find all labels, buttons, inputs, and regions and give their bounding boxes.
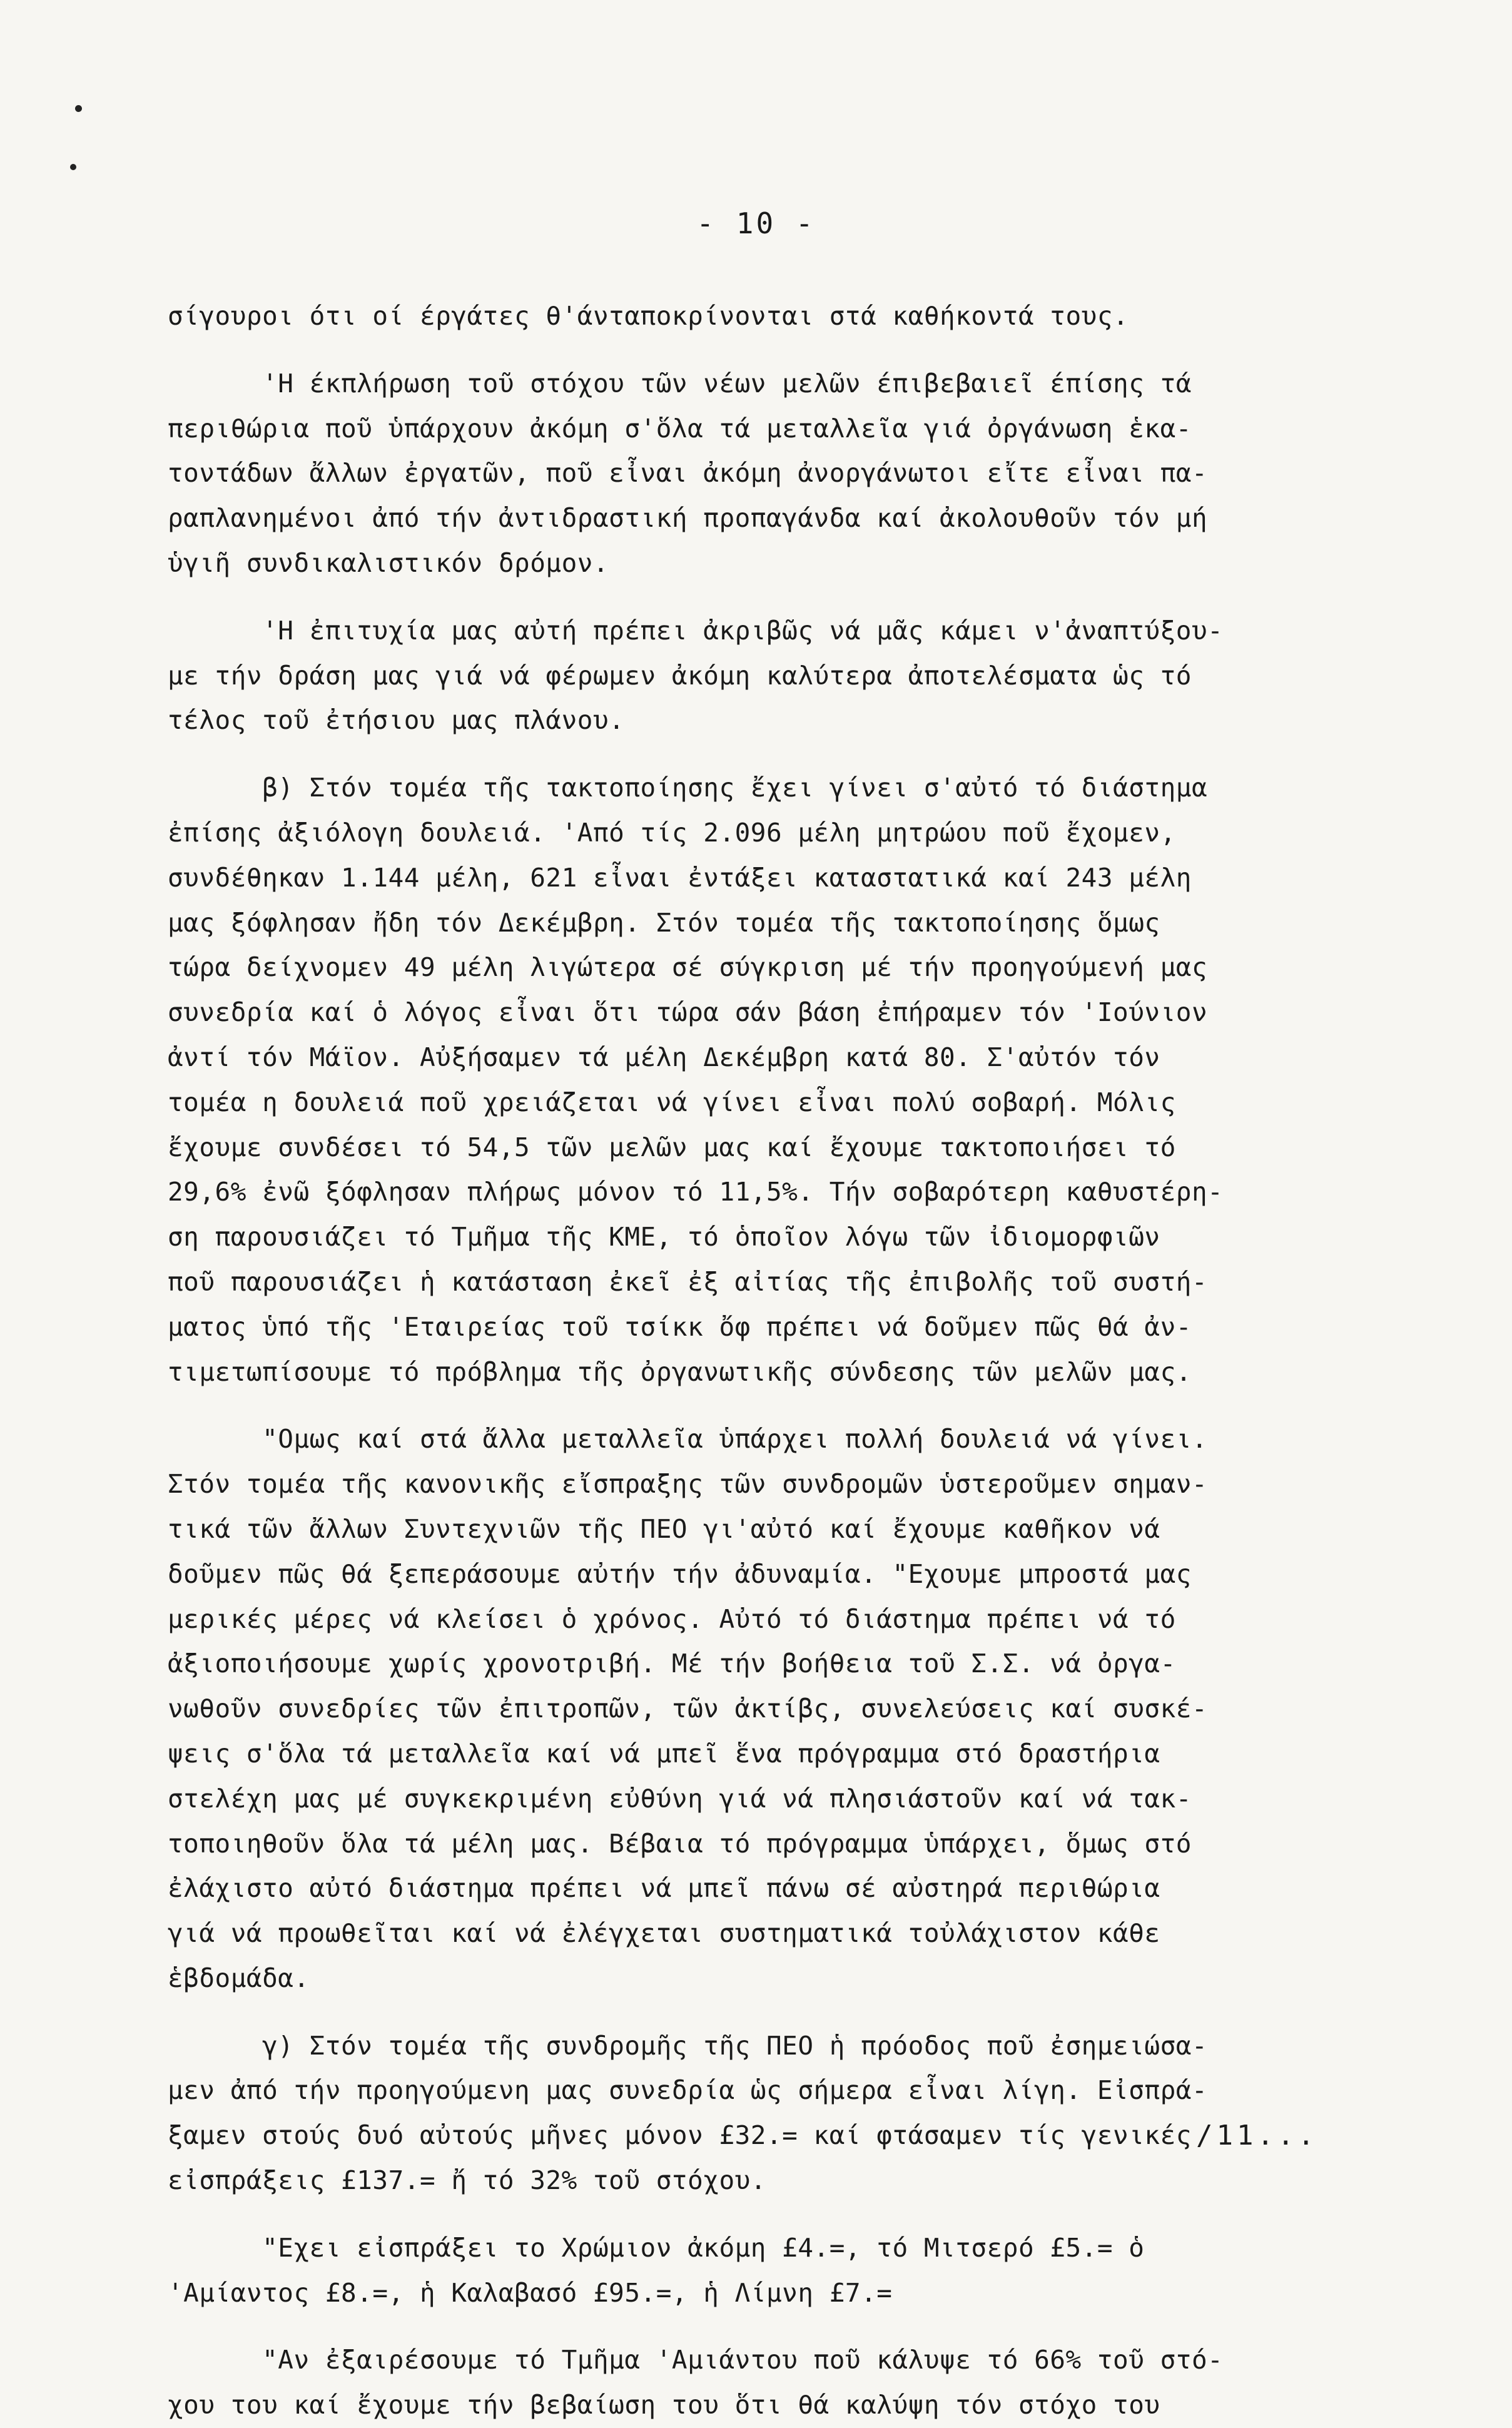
text-line: γ) Στόν τομέα τῆς συνδρομῆς τῆς ΠΕΟ ἡ πρόοδος ποῦ ἐσημειώσα- xyxy=(168,2030,1208,2061)
paragraph-gap xyxy=(168,743,1413,766)
paragraph xyxy=(168,1417,1413,2001)
text-line: περιθώρια ποῦ ὑπάρχουν ἀκόμη σ'ὅλα τά μεταλλεῖα γιά ὀργάνωση ἑκα- xyxy=(168,413,1192,444)
text-line: ἑβδομάδα. xyxy=(168,1963,310,1993)
text-line: ματος ὑπό τῆς 'Εταιρείας τοῦ τσίκκ ὄφ πρέπει νά δοῦμεν πῶς θά ἀν- xyxy=(168,1311,1192,1342)
ink-speck xyxy=(70,164,76,170)
text-line: νωθοῦν συνεδρίες τῶν ἐπιτροπῶν, τῶν ἀκτίβς, συνελεύσεις καί συσκέ- xyxy=(168,1694,1208,1724)
text-line: "Αν ἐξαιρέσουμε τό Τμῆμα 'Αμιάντου ποῦ κάλυψε τό 66% τοῦ στό- xyxy=(168,2345,1224,2375)
text-line: σίγουροι ότι οί έργάτες θ'άνταποκρίνονται στά καθήκοντά τους. xyxy=(168,301,1129,331)
continuation-marker: /11... xyxy=(1196,2120,1318,2151)
paragraph-gap xyxy=(168,2203,1413,2226)
paragraph xyxy=(168,294,1413,339)
paragraph-gap xyxy=(168,2315,1413,2338)
text-line: γιά νά προωθεῖται καί νά ἐλέγχεται συστηματικά τοὐλάχιστον κάθε xyxy=(168,1918,1160,1949)
text-line: 29,6% ἐνῶ ξόφλησαν πλήρως μόνον τό 11,5%. Τήν σοβαρότερη καθυστέρη- xyxy=(168,1177,1224,1207)
text-line: συνδέθηκαν 1.144 μέλη, 621 εἶναι ἐντάξει καταστατικά καί 243 μέλη xyxy=(168,862,1192,893)
text-line: ποῦ παρουσιάζει ἡ κατάσταση ἐκεῖ ἐξ αἰτίας τῆς ἐπιβολῆς τοῦ συστή- xyxy=(168,1266,1208,1297)
text-line: μερικές μέρες νά κλείσει ὁ χρόνος. Αὐτό τό διάστημα πρέπει νά τό xyxy=(168,1603,1176,1634)
text-line: 'Η έκπλήρωση τοῦ στόχου τῶν νέων μελῶν έπιβεβαιεῖ έπίσης τά xyxy=(168,368,1192,399)
paragraph xyxy=(168,2024,1413,2203)
text-line: τέλος τοῦ ἐτήσιου μας πλάνου. xyxy=(168,705,625,736)
text-line: τιμετωπίσουμε τό πρόβλημα τῆς ὀργανωτικῆς σύνδεσης τῶν μελῶν μας. xyxy=(168,1356,1192,1387)
text-line: "Ομως καί στά ἄλλα μεταλλεῖα ὑπάρχει πολλή δουλειά νά γίνει. xyxy=(168,1424,1208,1455)
text-line: ραπλανημένοι ἀπό τήν ἀντιδραστική προπαγάνδα καί ἀκολουθοῦν τόν μή xyxy=(168,503,1208,534)
text-line: εἰσπράξεις £137.= ἤ τό 32% τοῦ στόχου. xyxy=(168,2165,766,2196)
text-line: ἐπίσης ἀξιόλογη δουλειά. 'Από τίς 2.096 μέλη μητρώου ποῦ ἔχομεν, xyxy=(168,817,1176,848)
text-line: ὑγιῆ συνδικαλιστικόν δρόμον. xyxy=(168,547,609,578)
page-number: - 10 - xyxy=(696,206,816,240)
paragraph-gap xyxy=(168,1394,1413,1417)
paragraph-gap xyxy=(168,339,1413,362)
paragraph xyxy=(168,2338,1413,2428)
text-line: ση παρουσιάζει τό Τμῆμα τῆς ΚΜΕ, τό ὁποῖον λόγω τῶν ἰδιομορφιῶν xyxy=(168,1222,1160,1252)
text-line: στελέχη μας μέ συγκεκριμένη εὐθύνη γιά νά πλησιάστοῦν καί νά τακ- xyxy=(168,1783,1192,1814)
document-body xyxy=(168,294,1413,2428)
ink-speck xyxy=(75,105,82,112)
text-line: τομέα η δουλειά ποῦ χρειάζεται νά γίνει εἶναι πολύ σοβαρή. Μόλις xyxy=(168,1087,1176,1117)
paragraph xyxy=(168,609,1413,743)
paragraph xyxy=(168,2226,1413,2316)
text-line: μας ξόφλησαν ἤδη τόν Δεκέμβρη. Στόν τομέα τῆς τακτοποίησης ὅμως xyxy=(168,907,1160,938)
text-line: συνεδρία καί ὁ λόγος εἶναι ὅτι τώρα σάν βάση ἐπήραμεν τόν 'Ιούνιον xyxy=(168,997,1208,1028)
text-line: Στόν τομέα τῆς κανονικῆς εἴσπραξης τῶν συνδρομῶν ὑστεροῦμεν σημαν- xyxy=(168,1469,1208,1500)
text-line: ἐλάχιστο αὐτό διάστημα πρέπει νά μπεῖ πάνω σέ αὐστηρά περιθώρια xyxy=(168,1873,1160,1904)
text-line: χου του καί ἔχουμε τήν βεβαίωση του ὅτι θά καλύψη τόν στόχο του xyxy=(168,2390,1160,2420)
text-line: 'Η ἐπιτυχία μας αὐτή πρέπει ἀκριβῶς νά μᾶς κάμει ν'ἀναπτύξου- xyxy=(168,615,1224,646)
text-line: τοντάδων ἄλλων ἐργατῶν, ποῦ εἶναι ἀκόμη ἀνοργάνωτοι εἴτε εἶναι πα- xyxy=(168,458,1208,489)
text-line: δοῦμεν πῶς θά ξεπεράσουμε αὐτήν τήν ἀδυναμία. "Εχουμε μπροστά μας xyxy=(168,1558,1192,1589)
text-line: μεν ἀπό τήν προηγούμενη μας συνεδρία ὡς σήμερα εἶναι λίγη. Εἰσπρά- xyxy=(168,2075,1208,2106)
text-line: ἀντί τόν Μάϊον. Αὐξήσαμεν τά μέλη Δεκέμβρη κατά 80. Σ'αὐτόν τόν xyxy=(168,1042,1160,1072)
paragraph xyxy=(168,362,1413,586)
text-line: 'Αμίαντος £8.=, ἡ Καλαβασό £95.=, ἡ Λίμνη £7.= xyxy=(168,2277,893,2308)
paragraph-gap xyxy=(168,586,1413,609)
text-line: β) Στόν τομέα τῆς τακτοποίησης ἔχει γίνει σ'αὐτό τό διάστημα xyxy=(168,773,1208,803)
text-line: τοποιηθοῦν ὅλα τά μέλη μας. Βέβαια τό πρόγραμμα ὑπάρχει, ὅμως στό xyxy=(168,1828,1192,1859)
text-line: με τήν δράση μας γιά νά φέρωμεν ἀκόμη καλύτερα ἀποτελέσματα ὡς τό xyxy=(168,660,1192,691)
text-line: ξαμεν στούς δυό αὐτούς μῆνες μόνον £32.= καί φτάσαμεν τίς γενικές xyxy=(168,2120,1192,2151)
text-line: τικά τῶν ἄλλων Συντεχνιῶν τῆς ΠΕΟ γι'αὐτό καί ἔχουμε καθῆκον νά xyxy=(168,1513,1160,1544)
text-line: ἀξιοποιήσουμε χωρίς χρονοτριβή. Μέ τήν βοήθεια τοῦ Σ.Σ. νά ὀργα- xyxy=(168,1648,1176,1679)
text-line: τώρα δείχνομεν 49 μέλη λιγώτερα σέ σύγκριση μέ τήν προηγούμενή μας xyxy=(168,952,1208,983)
paragraph xyxy=(168,766,1413,1394)
text-line: ψεις σ'ὅλα τά μεταλλεῖα καί νά μπεῖ ἕνα πρόγραμμα στό δραστήρια xyxy=(168,1738,1160,1769)
paragraph-gap xyxy=(168,2001,1413,2024)
text-line: ἔχουμε συνδέσει τό 54,5 τῶν μελῶν μας καί ἔχουμε τακτοποιήσει τό xyxy=(168,1132,1176,1162)
text-line: "Εχει εἰσπράξει το Χρώμιον ἀκόμη £4.=, τό Μιτσερό £5.= ὁ xyxy=(168,2232,1145,2263)
